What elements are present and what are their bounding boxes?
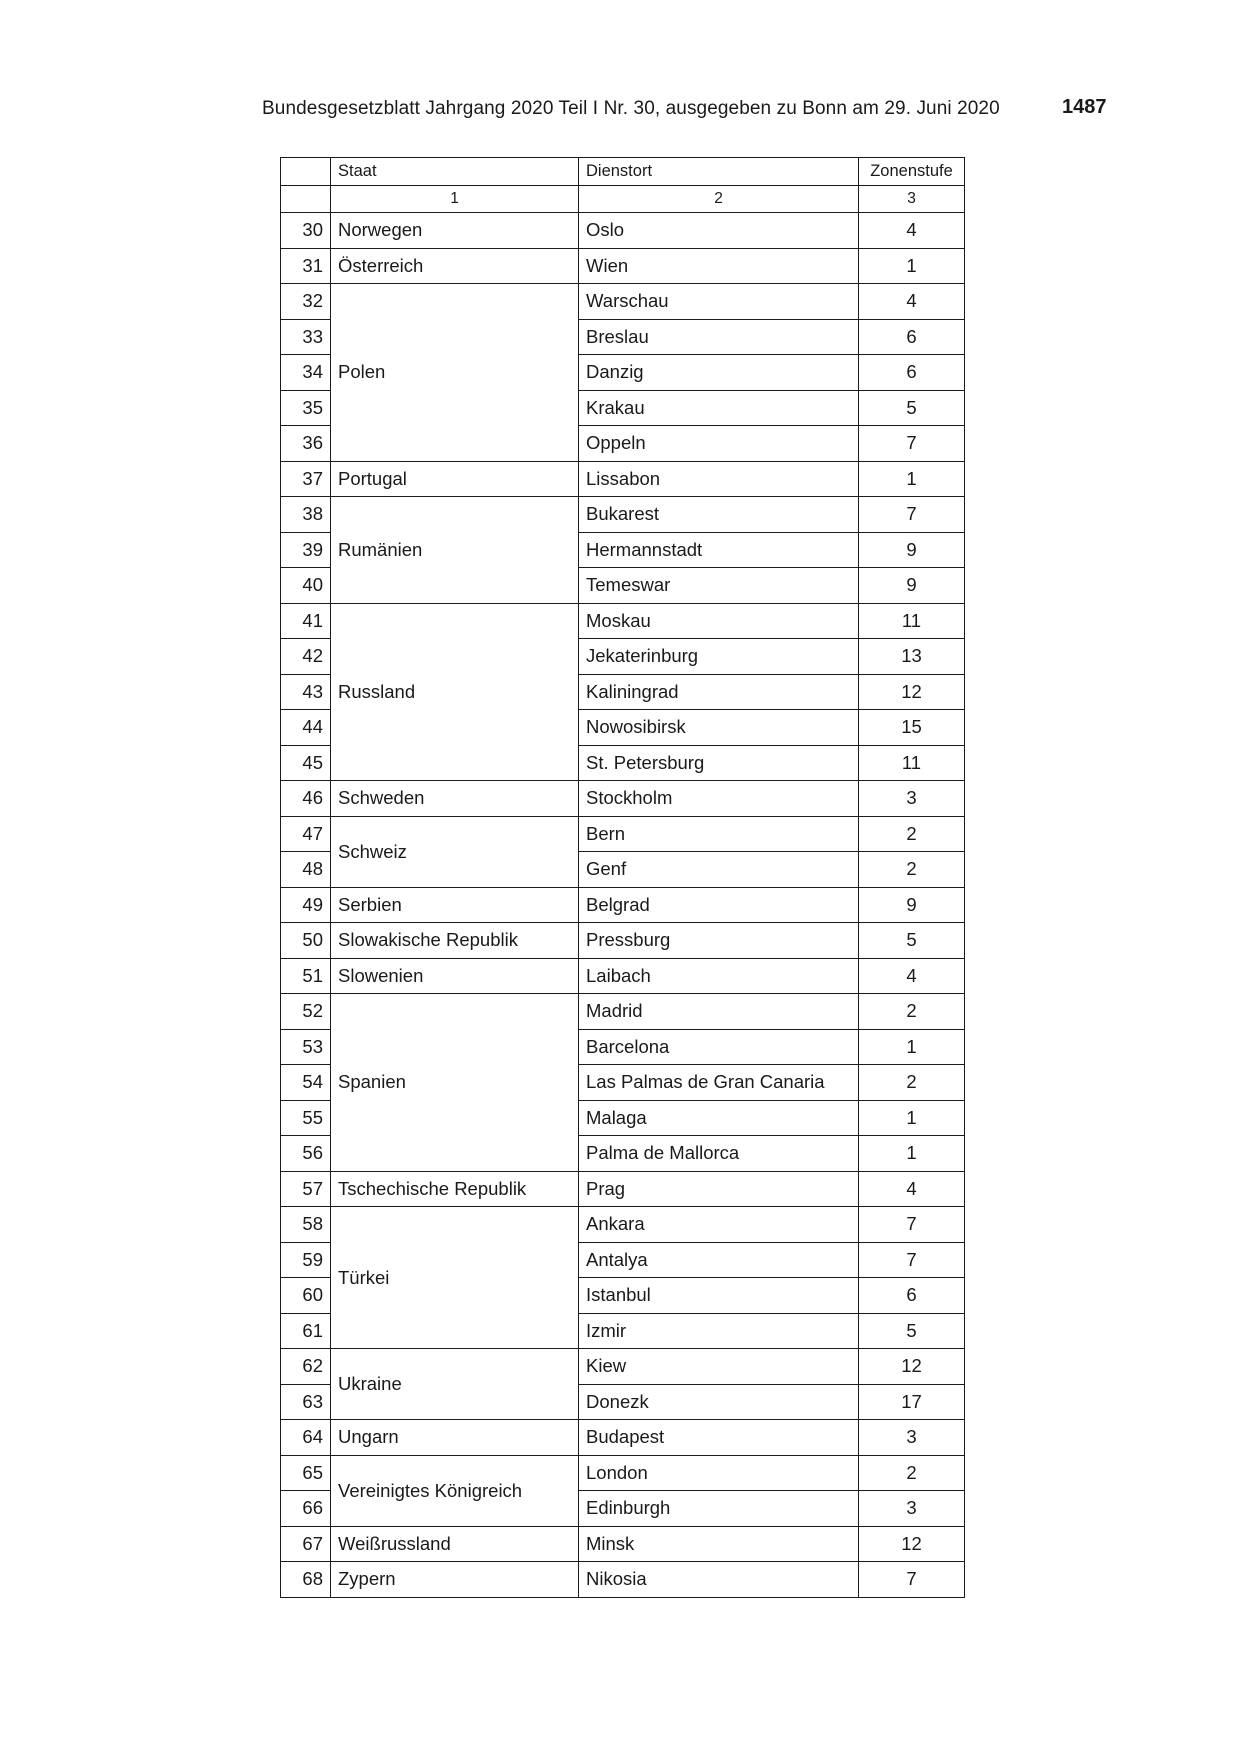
- table-row: [281, 284, 965, 320]
- table-row: [281, 1562, 965, 1598]
- zonenstufe-cell: 12: [859, 1526, 965, 1562]
- dienstort-cell: Kiew: [579, 1349, 859, 1385]
- zonenstufe-cell: 5: [859, 1313, 965, 1349]
- row-number-cell: 67: [281, 1526, 331, 1562]
- dienstort-cell: Temeswar: [579, 568, 859, 604]
- zonenstufe-cell: 5: [859, 923, 965, 959]
- dienstort-cell: Danzig: [579, 355, 859, 391]
- zonenstufe-cell: 3: [859, 1420, 965, 1456]
- zonenstufe-cell: 6: [859, 355, 965, 391]
- row-number-cell: 63: [281, 1384, 331, 1420]
- row-number-cell: 34: [281, 355, 331, 391]
- table-header-row: [281, 158, 965, 186]
- header-cell-staat: Staat: [331, 158, 579, 186]
- row-number-cell: 30: [281, 213, 331, 249]
- staat-cell: Schweiz: [331, 816, 579, 887]
- row-number-cell: 53: [281, 1029, 331, 1065]
- row-number-cell: 42: [281, 639, 331, 675]
- zonenstufe-cell: 4: [859, 213, 965, 249]
- staat-cell: Portugal: [331, 461, 579, 497]
- staat-cell: Norwegen: [331, 213, 579, 249]
- page-header: [262, 98, 1112, 126]
- zonenstufe-cell: 4: [859, 958, 965, 994]
- row-number-cell: 51: [281, 958, 331, 994]
- zonenstufe-cell: 7: [859, 497, 965, 533]
- staat-cell: Rumänien: [331, 497, 579, 604]
- zonenstufe-cell: 15: [859, 710, 965, 746]
- staat-cell: Vereinigtes Königreich: [331, 1455, 579, 1526]
- table-row: [281, 958, 965, 994]
- zonenstufe-cell: 7: [859, 1562, 965, 1598]
- dienstort-cell: St. Petersburg: [579, 745, 859, 781]
- dienstort-cell: Lissabon: [579, 461, 859, 497]
- row-number-cell: 58: [281, 1207, 331, 1243]
- dienstort-cell: Prag: [579, 1171, 859, 1207]
- table-row: [281, 248, 965, 284]
- zonenstufe-cell: 12: [859, 1349, 965, 1385]
- dienstort-cell: Barcelona: [579, 1029, 859, 1065]
- row-number-cell: 60: [281, 1278, 331, 1314]
- zonenstufe-cell: 11: [859, 745, 965, 781]
- dienstort-cell: Izmir: [579, 1313, 859, 1349]
- zonenstufe-cell: 1: [859, 248, 965, 284]
- table-row: [281, 816, 965, 852]
- staat-cell: Slowakische Republik: [331, 923, 579, 959]
- staat-cell: Österreich: [331, 248, 579, 284]
- dienstort-cell: Warschau: [579, 284, 859, 320]
- row-number-cell: 39: [281, 532, 331, 568]
- row-number-cell: 38: [281, 497, 331, 533]
- table-row: [281, 213, 965, 249]
- dienstort-cell: Ankara: [579, 1207, 859, 1243]
- zone-table-body: [281, 158, 965, 1598]
- dienstort-cell: Kaliningrad: [579, 674, 859, 710]
- table-row: [281, 1526, 965, 1562]
- row-number-cell: 52: [281, 994, 331, 1030]
- row-number-cell: 48: [281, 852, 331, 888]
- staat-cell: Ukraine: [331, 1349, 579, 1420]
- staat-cell: Weißrussland: [331, 1526, 579, 1562]
- dienstort-cell: London: [579, 1455, 859, 1491]
- table-row: [281, 1349, 965, 1385]
- dienstort-cell: Laibach: [579, 958, 859, 994]
- row-number-cell: 64: [281, 1420, 331, 1456]
- dienstort-cell: Pressburg: [579, 923, 859, 959]
- dienstort-cell: Krakau: [579, 390, 859, 426]
- page-number: 1487: [1062, 96, 1107, 118]
- dienstort-cell: Hermannstadt: [579, 532, 859, 568]
- zonenstufe-cell: 5: [859, 390, 965, 426]
- staat-cell: Ungarn: [331, 1420, 579, 1456]
- row-number-cell: 61: [281, 1313, 331, 1349]
- dienstort-cell: Bern: [579, 816, 859, 852]
- dienstort-cell: Las Palmas de Gran Canaria: [579, 1065, 859, 1101]
- dienstort-cell: Donezk: [579, 1384, 859, 1420]
- zonenstufe-cell: 9: [859, 568, 965, 604]
- zonenstufe-cell: 9: [859, 532, 965, 568]
- table-row: [281, 923, 965, 959]
- staat-cell: Polen: [331, 284, 579, 462]
- zone-table: [280, 157, 965, 1598]
- staat-cell: Russland: [331, 603, 579, 781]
- zonenstufe-cell: 13: [859, 639, 965, 675]
- row-number-cell: 49: [281, 887, 331, 923]
- dienstort-cell: Nikosia: [579, 1562, 859, 1598]
- row-number-cell: 65: [281, 1455, 331, 1491]
- staat-cell: Serbien: [331, 887, 579, 923]
- header-cell-blank: [281, 158, 331, 186]
- row-number-cell: 56: [281, 1136, 331, 1172]
- zonenstufe-cell: 12: [859, 674, 965, 710]
- zonenstufe-cell: 6: [859, 319, 965, 355]
- table-row: [281, 781, 965, 817]
- dienstort-cell: Istanbul: [579, 1278, 859, 1314]
- row-number-cell: 46: [281, 781, 331, 817]
- zonenstufe-cell: 1: [859, 461, 965, 497]
- zonenstufe-cell: 7: [859, 1207, 965, 1243]
- dienstort-cell: Moskau: [579, 603, 859, 639]
- row-number-cell: 41: [281, 603, 331, 639]
- zonenstufe-cell: 6: [859, 1278, 965, 1314]
- zonenstufe-cell: 1: [859, 1029, 965, 1065]
- zonenstufe-cell: 17: [859, 1384, 965, 1420]
- row-number-cell: 31: [281, 248, 331, 284]
- row-number-cell: 40: [281, 568, 331, 604]
- colnum-cell-1: 1: [331, 186, 579, 213]
- dienstort-cell: Stockholm: [579, 781, 859, 817]
- table-row: [281, 497, 965, 533]
- dienstort-cell: Wien: [579, 248, 859, 284]
- staat-cell: Spanien: [331, 994, 579, 1172]
- row-number-cell: 33: [281, 319, 331, 355]
- zonenstufe-cell: 2: [859, 1455, 965, 1491]
- zonenstufe-cell: 4: [859, 284, 965, 320]
- row-number-cell: 37: [281, 461, 331, 497]
- zonenstufe-cell: 7: [859, 1242, 965, 1278]
- header-cell-dienstort: Dienstort: [579, 158, 859, 186]
- dienstort-cell: Malaga: [579, 1100, 859, 1136]
- dienstort-cell: Minsk: [579, 1526, 859, 1562]
- row-number-cell: 55: [281, 1100, 331, 1136]
- row-number-cell: 54: [281, 1065, 331, 1101]
- table-row: [281, 887, 965, 923]
- staat-cell: Slowenien: [331, 958, 579, 994]
- row-number-cell: 59: [281, 1242, 331, 1278]
- row-number-cell: 68: [281, 1562, 331, 1598]
- colnum-cell-blank: [281, 186, 331, 213]
- column-number-row: [281, 186, 965, 213]
- dienstort-cell: Antalya: [579, 1242, 859, 1278]
- row-number-cell: 57: [281, 1171, 331, 1207]
- table-row: [281, 461, 965, 497]
- staat-cell: Zypern: [331, 1562, 579, 1598]
- staat-cell: Tschechische Republik: [331, 1171, 579, 1207]
- row-number-cell: 35: [281, 390, 331, 426]
- row-number-cell: 66: [281, 1491, 331, 1527]
- row-number-cell: 32: [281, 284, 331, 320]
- row-number-cell: 45: [281, 745, 331, 781]
- dienstort-cell: Edinburgh: [579, 1491, 859, 1527]
- table-row: [281, 1455, 965, 1491]
- dienstort-cell: Palma de Mallorca: [579, 1136, 859, 1172]
- zonenstufe-cell: 1: [859, 1136, 965, 1172]
- row-number-cell: 47: [281, 816, 331, 852]
- zonenstufe-cell: 7: [859, 426, 965, 462]
- table-row: [281, 994, 965, 1030]
- colnum-cell-2: 2: [579, 186, 859, 213]
- zonenstufe-cell: 3: [859, 1491, 965, 1527]
- zonenstufe-cell: 4: [859, 1171, 965, 1207]
- dienstort-cell: Jekaterinburg: [579, 639, 859, 675]
- zonenstufe-cell: 2: [859, 1065, 965, 1101]
- row-number-cell: 62: [281, 1349, 331, 1385]
- dienstort-cell: Genf: [579, 852, 859, 888]
- staat-cell: Schweden: [331, 781, 579, 817]
- dienstort-cell: Bukarest: [579, 497, 859, 533]
- row-number-cell: 44: [281, 710, 331, 746]
- colnum-cell-3: 3: [859, 186, 965, 213]
- table-row: [281, 603, 965, 639]
- zonenstufe-cell: 2: [859, 816, 965, 852]
- row-number-cell: 50: [281, 923, 331, 959]
- zonenstufe-cell: 2: [859, 852, 965, 888]
- header-cell-zonenstufe: Zonenstufe: [859, 158, 965, 186]
- table-row: [281, 1420, 965, 1456]
- zonenstufe-cell: 2: [859, 994, 965, 1030]
- table-row: [281, 1207, 965, 1243]
- dienstort-cell: Budapest: [579, 1420, 859, 1456]
- dienstort-cell: Nowosibirsk: [579, 710, 859, 746]
- dienstort-cell: Madrid: [579, 994, 859, 1030]
- zonenstufe-cell: 3: [859, 781, 965, 817]
- dienstort-cell: Breslau: [579, 319, 859, 355]
- row-number-cell: 36: [281, 426, 331, 462]
- dienstort-cell: Belgrad: [579, 887, 859, 923]
- row-number-cell: 43: [281, 674, 331, 710]
- gazette-header-text: Bundesgesetzblatt Jahrgang 2020 Teil I Nr. 30, ausgegeben zu Bonn am 29. Juni 2020: [262, 98, 1000, 119]
- staat-cell: Türkei: [331, 1207, 579, 1349]
- zonenstufe-cell: 9: [859, 887, 965, 923]
- dienstort-cell: Oslo: [579, 213, 859, 249]
- zonenstufe-cell: 1: [859, 1100, 965, 1136]
- zonenstufe-cell: 11: [859, 603, 965, 639]
- dienstort-cell: Oppeln: [579, 426, 859, 462]
- table-row: [281, 1171, 965, 1207]
